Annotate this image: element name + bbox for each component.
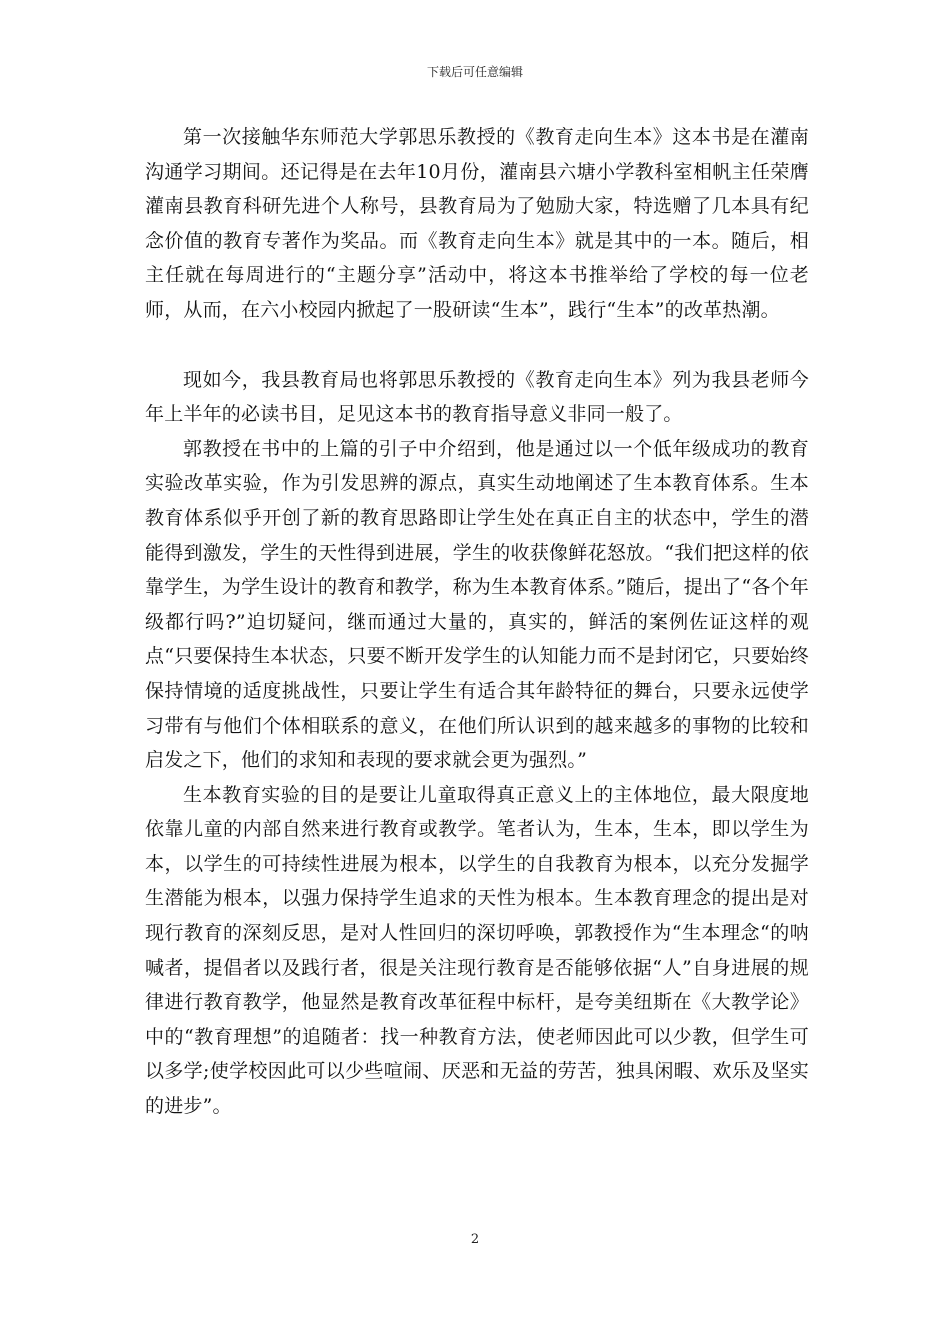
page-number: 2	[470, 1232, 480, 1247]
paragraph-4: 生本教育实验的目的是要让儿童取得真正意义上的主体地位，最大限度地依靠儿童的内部自然来进行教育或教学。笔者认为，生本，生本，即以学生为本，以学生的可持续性进展为根本，以学生的自我教育为根本，以充分发掘学生潜能为根本，以强力保持学生追求的天性为根本。生本教育理念的提出是对现行教育的深刻反思，是对人性回归的深切呼唤，郭教授作为“生本理念“的呐喊者，提倡者以及践行者，很是关注现行教育是否能够依据“人”自身进展的规律进行教育教学，他显然是教育改革征程中标杆，是夸美纽斯在《大教学论》中的“教育理想”的追随者：找一种教育方法，使老师因此可以少教，但学生可以多学;使学校因此可以少些喧闹、厌恶和无益的劳苦，独具闲暇、欢乐及坚实的进步”。	[145, 783, 809, 1118]
paragraph-2: 现如今，我县教育局也将郭思乐教授的《教育走向生本》列为我县老师今年上半年的必读书目，足见这本书的教育指导意义非同一般了。	[145, 368, 809, 426]
paragraph-3: 郭教授在书中的上篇的引子中介绍到，他是通过以一个低年级成功的教育实验改革实验，作为引发思辨的源点，真实生动地阐述了生本教育体系。生本教育体系似乎开创了新的教育思路即让学生处在真正自主的状态中，学生的潜能得到激发，学生的天性得到进展，学生的收获像鲜花怒放。“我们把这样的依靠学生，为学生设计的教育和教学，称为生本教育体系。”随后，提出了“各个年级都行吗?”迫切疑问，继而通过大量的，真实的，鲜活的案例佐证这样的观点“只要保持生本状态，只要不断开发学生的认知能力而不是封闭它，只要始终保持情境的适度挑战性，只要让学生有适合其年龄特征的舞台，只要永远使学习带有与他们个体相联系的意义，在他们所认识到的越来越多的事物的比较和启发之下，他们的求知和表现的要求就会更为强烈。”	[145, 437, 809, 772]
page-header: 下载后可任意编辑	[426, 65, 523, 79]
paragraph-1: 第一次接触华东师范大学郭思乐教授的《教育走向生本》这本书是在灌南沟通学习期间。还记得是在去年10月份，灌南县六塘小学教科室相帆主任荣膺灌南县教育科研先进个人称号，县教育局为了勉励大家，特选赠了几本具有纪念价值的教育专著作为奖品。而《教育走向生本》就是其中的一本。随后，相主任就在每周进行的“主题分享”活动中，将这本书推举给了学校的每一位老师，从而，在六小校园内掀起了一股研读“生本”，践行“生本”的改革热潮。	[145, 126, 809, 321]
document-body	[145, 120, 809, 1124]
